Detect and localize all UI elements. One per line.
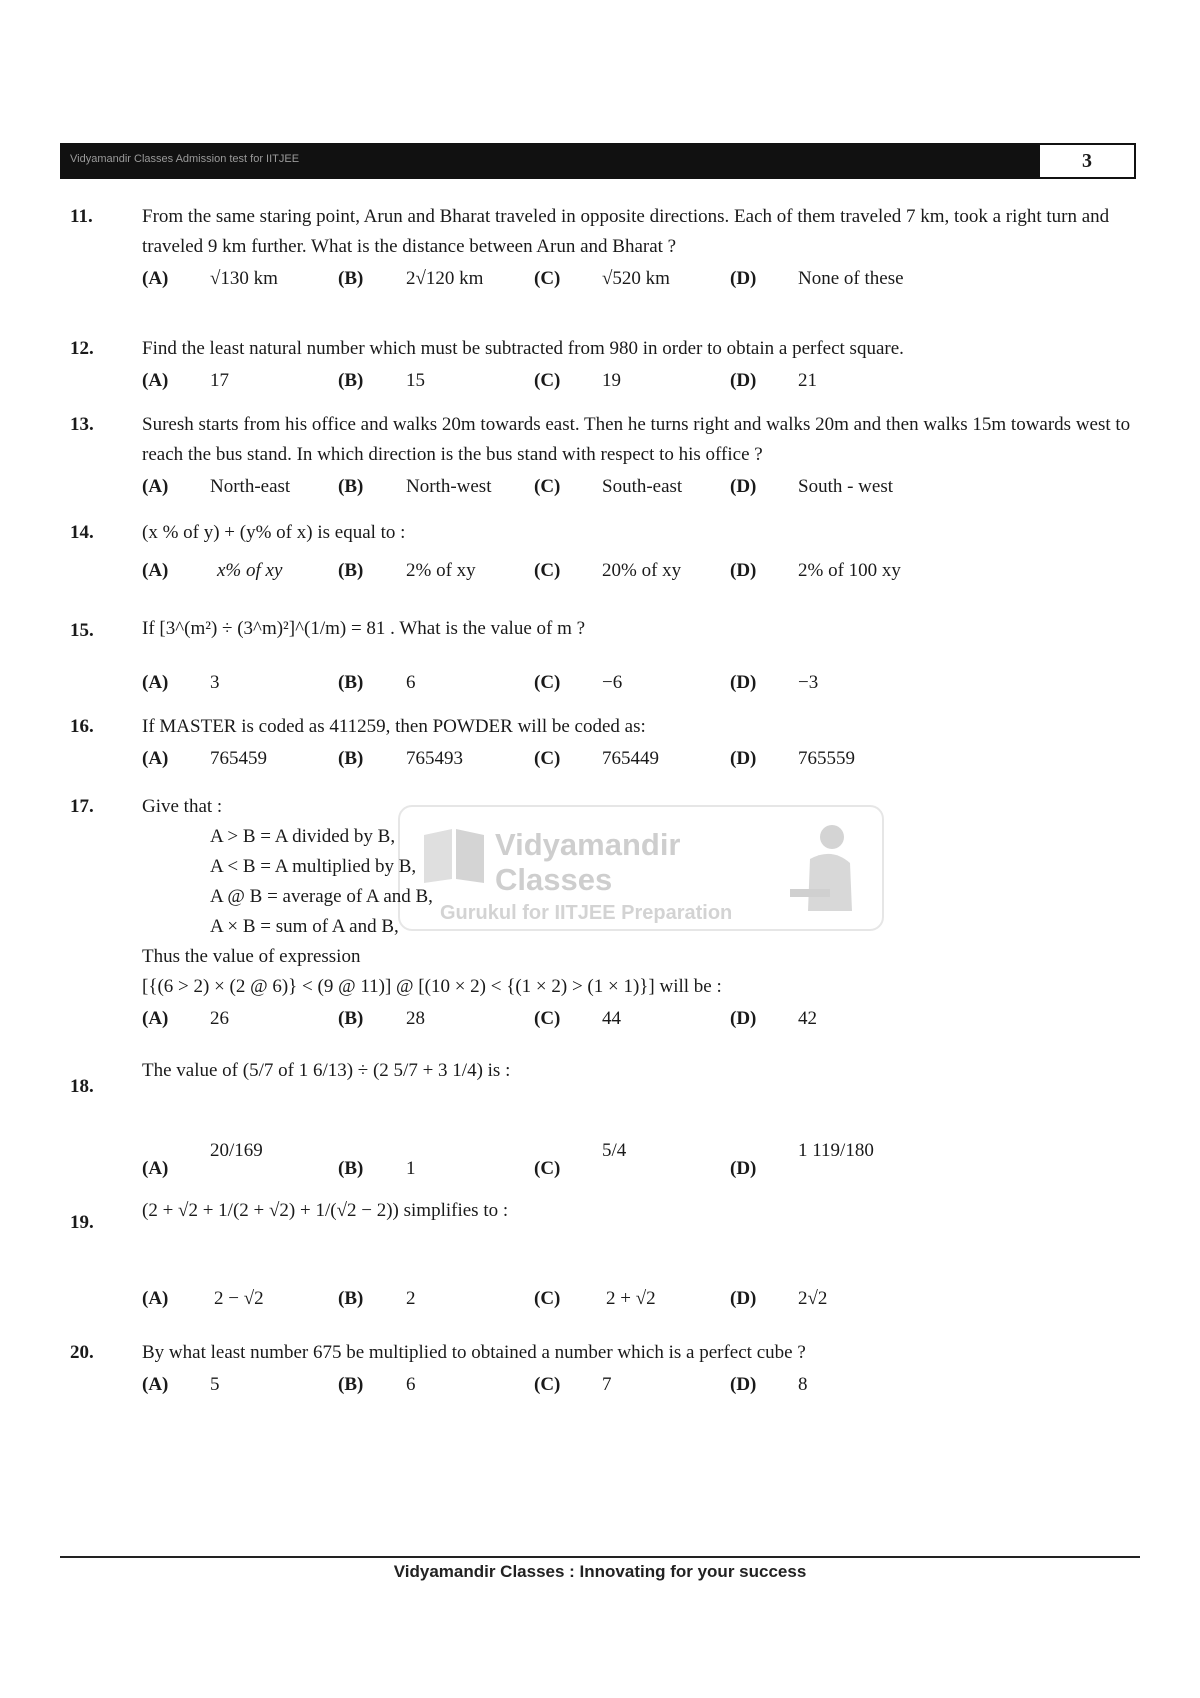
rule-3: A @ B = average of A and B, xyxy=(210,886,433,907)
option-value-d: −3 xyxy=(798,672,819,693)
footer-divider xyxy=(60,1556,1140,1558)
option-value-c: −6 xyxy=(602,672,623,693)
option-value-c: 20% of xy xyxy=(602,560,682,581)
rule-1: A > B = A divided by B, xyxy=(210,826,396,847)
option-label-a: (A) xyxy=(142,1008,169,1029)
option-label-d: (D) xyxy=(730,748,757,769)
option-label-d: (D) xyxy=(730,370,757,391)
option-label-a: (A) xyxy=(142,672,169,693)
question-text: If MASTER is coded as 411259, then POWDER will be coded as: xyxy=(142,716,646,737)
option-label-b: (B) xyxy=(338,268,364,289)
option-label-b: (B) xyxy=(338,560,364,581)
option-label-d: (D) xyxy=(730,1008,757,1029)
footer-tagline: Vidyamandir Classes : Innovating for your success xyxy=(393,1562,807,1581)
options-row xyxy=(142,1136,1142,1196)
page-number: 3 xyxy=(1038,143,1136,179)
option-value-b: 1 xyxy=(406,1158,416,1179)
rule-2: A < B = A multiplied by B, xyxy=(210,856,417,877)
option-label-c: (C) xyxy=(534,1008,561,1029)
question-number: 12. xyxy=(70,338,94,359)
option-value-b: 2√120 km xyxy=(406,268,484,289)
option-value-b: 2% of xy xyxy=(406,560,476,581)
question-number: 14. xyxy=(70,522,94,543)
option-label-c: (C) xyxy=(534,560,561,581)
option-label-c: (C) xyxy=(534,672,561,693)
option-label-a: (A) xyxy=(142,748,169,769)
question-text-2: Thus the value of expression xyxy=(142,946,361,967)
option-label-c: (C) xyxy=(534,1374,561,1395)
options-row xyxy=(142,1284,1142,1318)
question-text: Give that : xyxy=(142,796,223,817)
rule-4: A × B = sum of A and B, xyxy=(210,916,399,937)
option-label-b: (B) xyxy=(338,1288,364,1309)
option-value-d: 1 119/180 xyxy=(798,1140,874,1161)
scholar-figure-icon xyxy=(780,819,870,919)
option-label-b: (B) xyxy=(338,748,364,769)
option-value-a: North-east xyxy=(210,476,291,497)
option-value-c: 765449 xyxy=(602,748,659,769)
options-row xyxy=(142,1370,1142,1404)
option-label-a: (A) xyxy=(142,370,169,391)
question-number: 19. xyxy=(70,1212,94,1233)
option-value-c: 19 xyxy=(602,370,621,391)
option-value-a: 5 xyxy=(210,1374,220,1395)
option-value-b: 28 xyxy=(406,1008,425,1029)
option-value-c: 5/4 xyxy=(602,1140,627,1161)
option-label-b: (B) xyxy=(338,1158,364,1179)
options-row xyxy=(142,668,1142,702)
header-title: Vidyamandir Classes Admission test for IITJEE xyxy=(70,153,300,165)
question-text: Find the least natural number which must be subtracted from 980 in order to obtain a perfect square. xyxy=(142,338,904,359)
question-text: (2 + √2 + 1/(2 + √2) + 1/(√2 − 2)) simplifies to : xyxy=(142,1200,509,1221)
option-value-a: x% of xy xyxy=(217,560,283,581)
option-label-c: (C) xyxy=(534,370,561,391)
question-text: From the same staring point, Arun and Bharat traveled in opposite directions. Each of them traveled 7 km, took a right turn and traveled 9 km further. What is the distance between Arun and Bharat ? xyxy=(142,206,1110,257)
option-value-b: 6 xyxy=(406,672,416,693)
option-value-a: 17 xyxy=(210,370,229,391)
option-value-c: 7 xyxy=(602,1374,612,1395)
option-value-a: 765459 xyxy=(210,748,267,769)
option-value-d: 2√2 xyxy=(798,1288,828,1309)
question-number: 11. xyxy=(70,206,93,227)
option-value-b: North-west xyxy=(406,476,492,497)
option-value-d: 2% of 100 xy xyxy=(798,560,901,581)
option-label-b: (B) xyxy=(338,370,364,391)
option-label-c: (C) xyxy=(534,1158,561,1179)
option-value-a: 3 xyxy=(210,672,220,693)
option-value-a: 20/169 xyxy=(210,1140,263,1161)
option-value-c: 2 + √2 xyxy=(606,1288,656,1309)
option-value-a: √130 km xyxy=(210,268,278,289)
option-value-d: 765559 xyxy=(798,748,855,769)
option-value-a: 2 − √2 xyxy=(214,1288,264,1309)
page-header xyxy=(60,143,1136,179)
expression: [{(6 > 2) × (2 @ 6)} < (9 @ 11)] @ [(10 × 2) < {(1 × 2) > (1 × 1)}] will be : xyxy=(142,976,722,997)
option-label-d: (D) xyxy=(730,1158,757,1179)
option-label-d: (D) xyxy=(730,268,757,289)
watermark-line2: Classes xyxy=(495,862,613,897)
option-label-c: (C) xyxy=(534,1288,561,1309)
options-row xyxy=(142,556,1142,590)
question-text: If [3^(m²) ÷ (3^m)²]^(1/m) = 81 . What is the value of m ? xyxy=(142,618,586,639)
option-value-b: 2 xyxy=(406,1288,416,1309)
options-row xyxy=(142,366,1142,400)
option-label-d: (D) xyxy=(730,672,757,693)
option-label-a: (A) xyxy=(142,1158,169,1179)
options-row xyxy=(142,472,1142,506)
option-label-d: (D) xyxy=(730,560,757,581)
question-text: The value of (5/7 of 1 6/13) ÷ (2 5/7 + 3 1/4) is : xyxy=(142,1060,511,1081)
option-label-a: (A) xyxy=(142,476,169,497)
option-value-a: 26 xyxy=(210,1008,229,1029)
question-text: By what least number 675 be multiplied to obtained a number which is a perfect cube ? xyxy=(142,1342,806,1363)
option-value-b: 6 xyxy=(406,1374,416,1395)
option-label-d: (D) xyxy=(730,1374,757,1395)
option-label-a: (A) xyxy=(142,560,169,581)
header-bar xyxy=(60,143,1038,179)
question-text: (x % of y) + (y% of x) is equal to : xyxy=(142,522,406,543)
option-label-a: (A) xyxy=(142,268,169,289)
option-label-c: (C) xyxy=(534,476,561,497)
option-value-d: 21 xyxy=(798,370,817,391)
option-value-c: South-east xyxy=(602,476,683,497)
question-number: 13. xyxy=(70,414,94,435)
option-label-b: (B) xyxy=(338,672,364,693)
options-row xyxy=(142,264,1142,298)
option-label-b: (B) xyxy=(338,1374,364,1395)
option-value-d: 42 xyxy=(798,1008,817,1029)
options-row xyxy=(142,744,1142,778)
watermark-line3: Gurukul for IITJEE Preparation xyxy=(440,902,733,924)
option-label-c: (C) xyxy=(534,268,561,289)
option-label-d: (D) xyxy=(730,476,757,497)
option-label-a: (A) xyxy=(142,1288,169,1309)
options-row xyxy=(142,1004,1142,1038)
option-label-b: (B) xyxy=(338,1008,364,1029)
option-value-d: None of these xyxy=(798,268,904,289)
option-label-b: (B) xyxy=(338,476,364,497)
question-number: 20. xyxy=(70,1342,94,1363)
question-number: 15. xyxy=(70,620,94,641)
option-label-a: (A) xyxy=(142,1374,169,1395)
option-value-d: South - west xyxy=(798,476,893,497)
option-value-d: 8 xyxy=(798,1374,808,1395)
option-value-b: 15 xyxy=(406,370,425,391)
question-number: 18. xyxy=(70,1076,94,1097)
question-text: Suresh starts from his office and walks 20m towards east. Then he turns right and walks 20m and then walks 15m towards west to reach the bus stand. In which direction is the bus stand with respect to his office ? xyxy=(142,414,1131,465)
question-number: 17. xyxy=(70,796,94,817)
watermark-line1: Vidyamandir xyxy=(495,827,681,862)
option-label-d: (D) xyxy=(730,1288,757,1309)
option-value-c: √520 km xyxy=(602,268,670,289)
option-value-c: 44 xyxy=(602,1008,621,1029)
option-label-c: (C) xyxy=(534,748,561,769)
option-value-b: 765493 xyxy=(406,748,463,769)
question-number: 16. xyxy=(70,716,94,737)
